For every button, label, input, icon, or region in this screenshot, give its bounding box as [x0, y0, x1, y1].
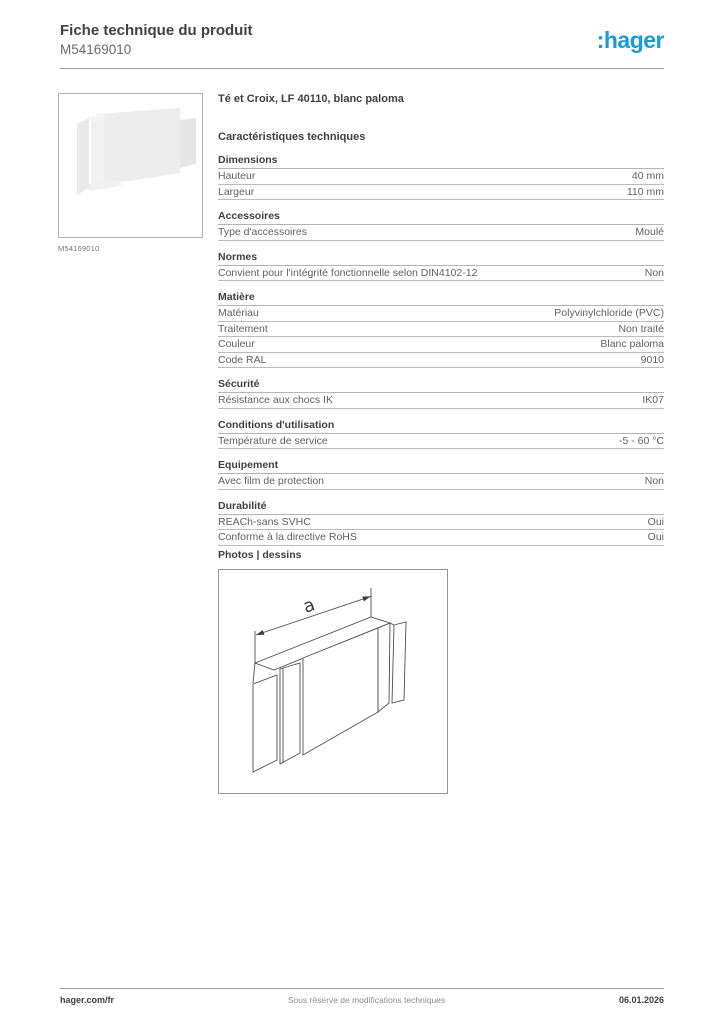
section-rows	[218, 434, 664, 450]
spec-row	[218, 169, 664, 185]
row-value: 110 mm	[626, 185, 664, 198]
product-figure	[58, 93, 203, 253]
photos-block	[218, 550, 448, 794]
spec-row	[218, 353, 664, 369]
spec-row	[218, 266, 664, 282]
row-value: Moulé	[635, 226, 664, 238]
row-value: Oui	[647, 531, 664, 543]
product-image-caption: M54169010	[58, 244, 100, 253]
section-rows	[218, 306, 664, 368]
row-value: Non	[644, 475, 664, 487]
row-label: Avec film de protection	[218, 475, 325, 487]
footer-disclaimer: Sous réserve de modifications techniques	[287, 995, 446, 1005]
section-title: Accessoires	[218, 211, 664, 225]
row-label: Hauteur	[218, 170, 256, 182]
row-label: Code RAL	[218, 353, 267, 366]
cover-drawing	[253, 617, 406, 772]
row-value: -5 - 60 °C	[618, 434, 664, 447]
drawing-box	[218, 569, 448, 794]
section-title: Sécurité	[218, 379, 664, 393]
spec-row	[218, 434, 664, 450]
section-rows	[218, 169, 664, 200]
spec-section	[218, 155, 664, 200]
spec-section	[218, 211, 664, 241]
section-title: Conditions d'utilisation	[218, 420, 664, 434]
row-value: 9010	[640, 353, 664, 366]
spec-row	[218, 225, 664, 241]
technical-drawing-svg	[219, 570, 447, 793]
section-rows	[218, 225, 664, 241]
section-rows	[218, 474, 664, 490]
dimension-label: a	[300, 594, 318, 618]
spec-row	[218, 185, 664, 201]
section-rows	[218, 393, 664, 409]
section-rows	[218, 266, 664, 282]
row-value: 40 mm	[631, 170, 664, 182]
spec-row	[218, 515, 664, 531]
spec-column	[218, 93, 664, 546]
page-title: Fiche technique du produit	[60, 22, 253, 39]
spec-row	[218, 393, 664, 409]
row-value: IK07	[642, 394, 664, 406]
row-label: Type d'accessoires	[218, 226, 307, 238]
spec-section	[218, 460, 664, 490]
section-title: Matière	[218, 292, 664, 306]
row-value: Polyvinylchloride (PVC)	[554, 307, 664, 319]
spec-row	[218, 337, 664, 353]
spec-sections	[218, 155, 664, 546]
spec-section	[218, 252, 664, 282]
row-value: Non	[644, 266, 664, 279]
row-label: Conforme à la directive RoHS	[218, 531, 357, 543]
row-label: Résistance aux chocs IK	[218, 394, 333, 406]
product-image-box	[58, 93, 203, 238]
section-title: Durabilité	[218, 501, 664, 515]
spec-row	[218, 306, 664, 322]
footer-date: 06.01.2026	[618, 995, 664, 1005]
row-value: Non traité	[618, 322, 664, 335]
spec-section	[218, 379, 664, 409]
row-label: Matériau	[218, 307, 259, 319]
spec-row	[218, 474, 664, 490]
section-title: Normes	[218, 252, 664, 266]
section-title: Equipement	[218, 460, 664, 474]
section-title: Dimensions	[218, 155, 664, 169]
header	[60, 22, 664, 58]
section-rows	[218, 515, 664, 546]
product-image	[59, 94, 202, 237]
row-value: Oui	[647, 515, 664, 528]
row-value: Blanc paloma	[600, 338, 664, 350]
row-label: REACh-sans SVHC	[218, 515, 311, 528]
row-label: Couleur	[218, 338, 255, 350]
header-rule	[60, 68, 664, 69]
row-label: Traitement	[218, 322, 268, 335]
row-label: Convient pour l'intégrité fonctionnelle selon DIN4102-12	[218, 266, 478, 279]
product-name: Té et Croix, LF 40110, blanc paloma	[218, 93, 404, 105]
hager-logo: :hager	[596, 27, 664, 53]
spec-section	[218, 420, 664, 450]
product-code: M54169010	[60, 42, 132, 57]
spec-row	[218, 322, 664, 338]
characteristics-title: Caractéristiques techniques	[218, 131, 366, 143]
spec-section	[218, 292, 664, 368]
row-label: Largeur	[218, 185, 255, 198]
footer	[60, 988, 664, 1005]
row-label: Température de service	[218, 434, 328, 447]
photos-heading: Photos | dessins	[218, 549, 302, 561]
footer-site: hager.com/fr	[60, 995, 115, 1005]
spec-row	[218, 530, 664, 546]
spec-section	[218, 501, 664, 546]
